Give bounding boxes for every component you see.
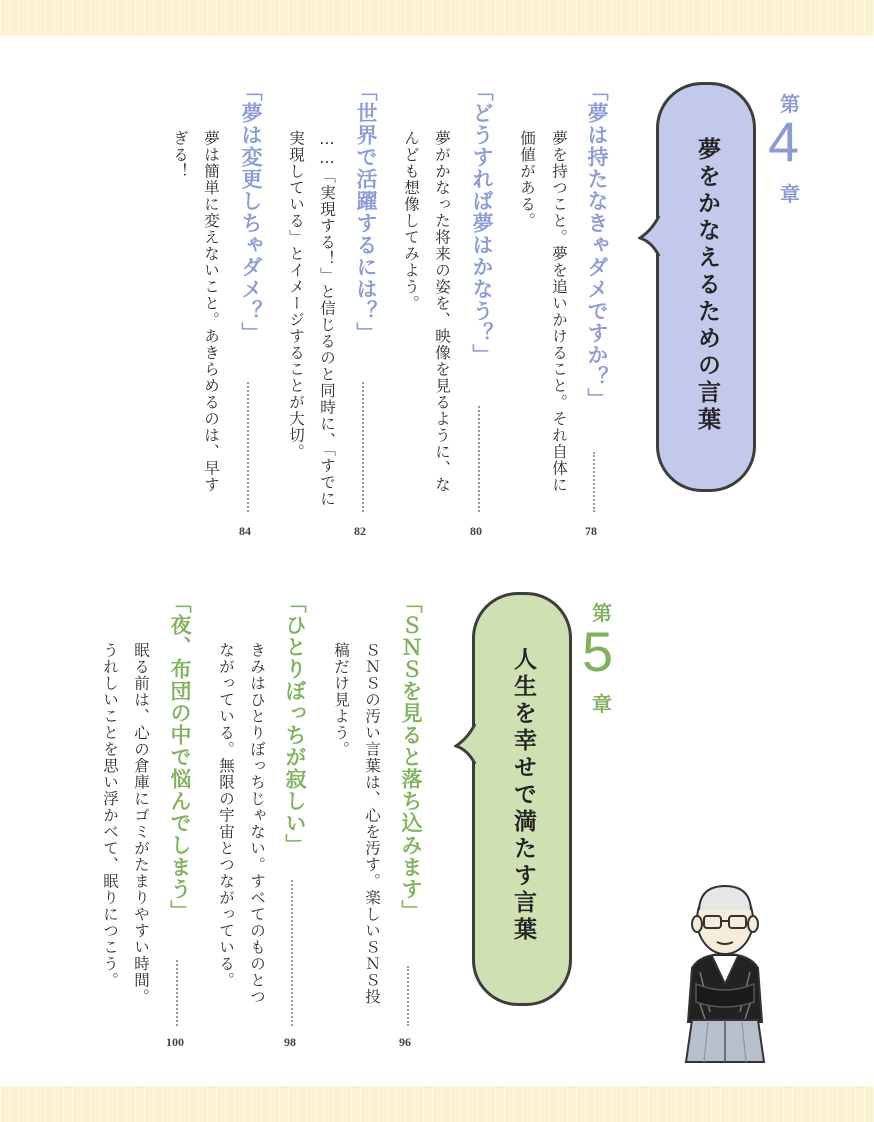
leader-dots [247, 382, 249, 512]
page-number: 100 [166, 1035, 184, 1049]
leader-dots [407, 966, 409, 1026]
entry-body-line-1: 眠る前は、心の倉庫にゴミがたまりやすい時間。 [132, 642, 150, 1005]
page-number: 78 [585, 524, 597, 538]
entry-body-line-2: 稿だけ見よう。 [332, 642, 350, 758]
page-number: 84 [239, 524, 251, 538]
chapter-5-label-top: 第 [592, 601, 612, 625]
leader-dots [176, 960, 178, 1026]
page-number: 80 [470, 524, 482, 538]
leader-dots [593, 452, 595, 512]
chapter-5-label-bottom: 章 [592, 692, 612, 716]
entry-body-line-2: うれしいことを思い浮かべて、眠りにつこう。 [101, 642, 119, 989]
entry-body-line-1: ……「実現する！」と信じるのと同時に、「すでに [318, 130, 336, 507]
entry-heading: 「夢は変更しちゃダメ？」 [239, 80, 263, 344]
entry-heading: 「どうすれば夢はかなう？」 [470, 80, 494, 366]
entry-body-line-2: 実現している」とイメージすることが大切。 [287, 130, 305, 460]
page-number: 82 [354, 524, 366, 538]
entry-body-line-1: 夢は簡単に変えないこと。あきらめるのは、早す [202, 130, 220, 493]
entry-heading: 「夢は持たなきゃダメですか？」 [585, 80, 609, 410]
entry-heading: 「夜、布団の中で悩んでしまう」 [168, 592, 192, 922]
chapter-4-title-bubble [656, 82, 756, 492]
entry-body-line-1: きみはひとりぼっちじゃない。すべてのものとつ [248, 642, 266, 1005]
chapter-4-label-top: 第 [780, 92, 800, 116]
leader-dots [478, 406, 480, 512]
entry-body-line-1: 夢がかなった将来の姿を、映像を見るように、な [433, 130, 451, 493]
page-number: 96 [399, 1035, 411, 1049]
page-number: 98 [284, 1035, 296, 1049]
leader-dots [362, 382, 364, 512]
entry-body-line-1: 夢を持つこと。夢を追いかけること。それ自体に [550, 130, 568, 493]
chapter-5-number: 5 [582, 620, 614, 683]
entry-body-line-2: ながっている。無限の宇宙とつながっている。 [217, 642, 235, 989]
entry-heading: 「ＳＮＳを見ると落ち込みます」 [399, 592, 423, 922]
bottom-decorative-band [0, 1086, 874, 1122]
elderly-man-illustration [670, 872, 780, 1072]
entry-heading: 「ひとりぼっちが寂しい」 [283, 592, 307, 856]
chapter-4-label-bottom: 章 [780, 182, 800, 206]
top-decorative-band [0, 0, 874, 36]
entry-body-line-2: ぎる！ [171, 130, 189, 180]
entry-body-line-1: ＳＮＳの汚い言葉は、心を汚す。楽しいＳＮＳ投 [363, 642, 381, 1005]
chapter-4-title: 夢をかなえるための言葉 [694, 137, 720, 434]
chapter-5-bubble-tail [454, 722, 478, 766]
chapter-4-bubble-tail [638, 214, 662, 258]
entry-heading: 「世界で活躍するには？」 [354, 80, 378, 344]
chapter-5-title: 人生を幸せで満たす言葉 [510, 647, 536, 944]
chapter-5-title-bubble [472, 592, 572, 1006]
entry-body-line-2: んども想像してみよう。 [402, 130, 420, 312]
entry-body-line-2: 価値がある。 [518, 130, 536, 229]
leader-dots [291, 880, 293, 1026]
chapter-4-number: 4 [768, 110, 800, 173]
